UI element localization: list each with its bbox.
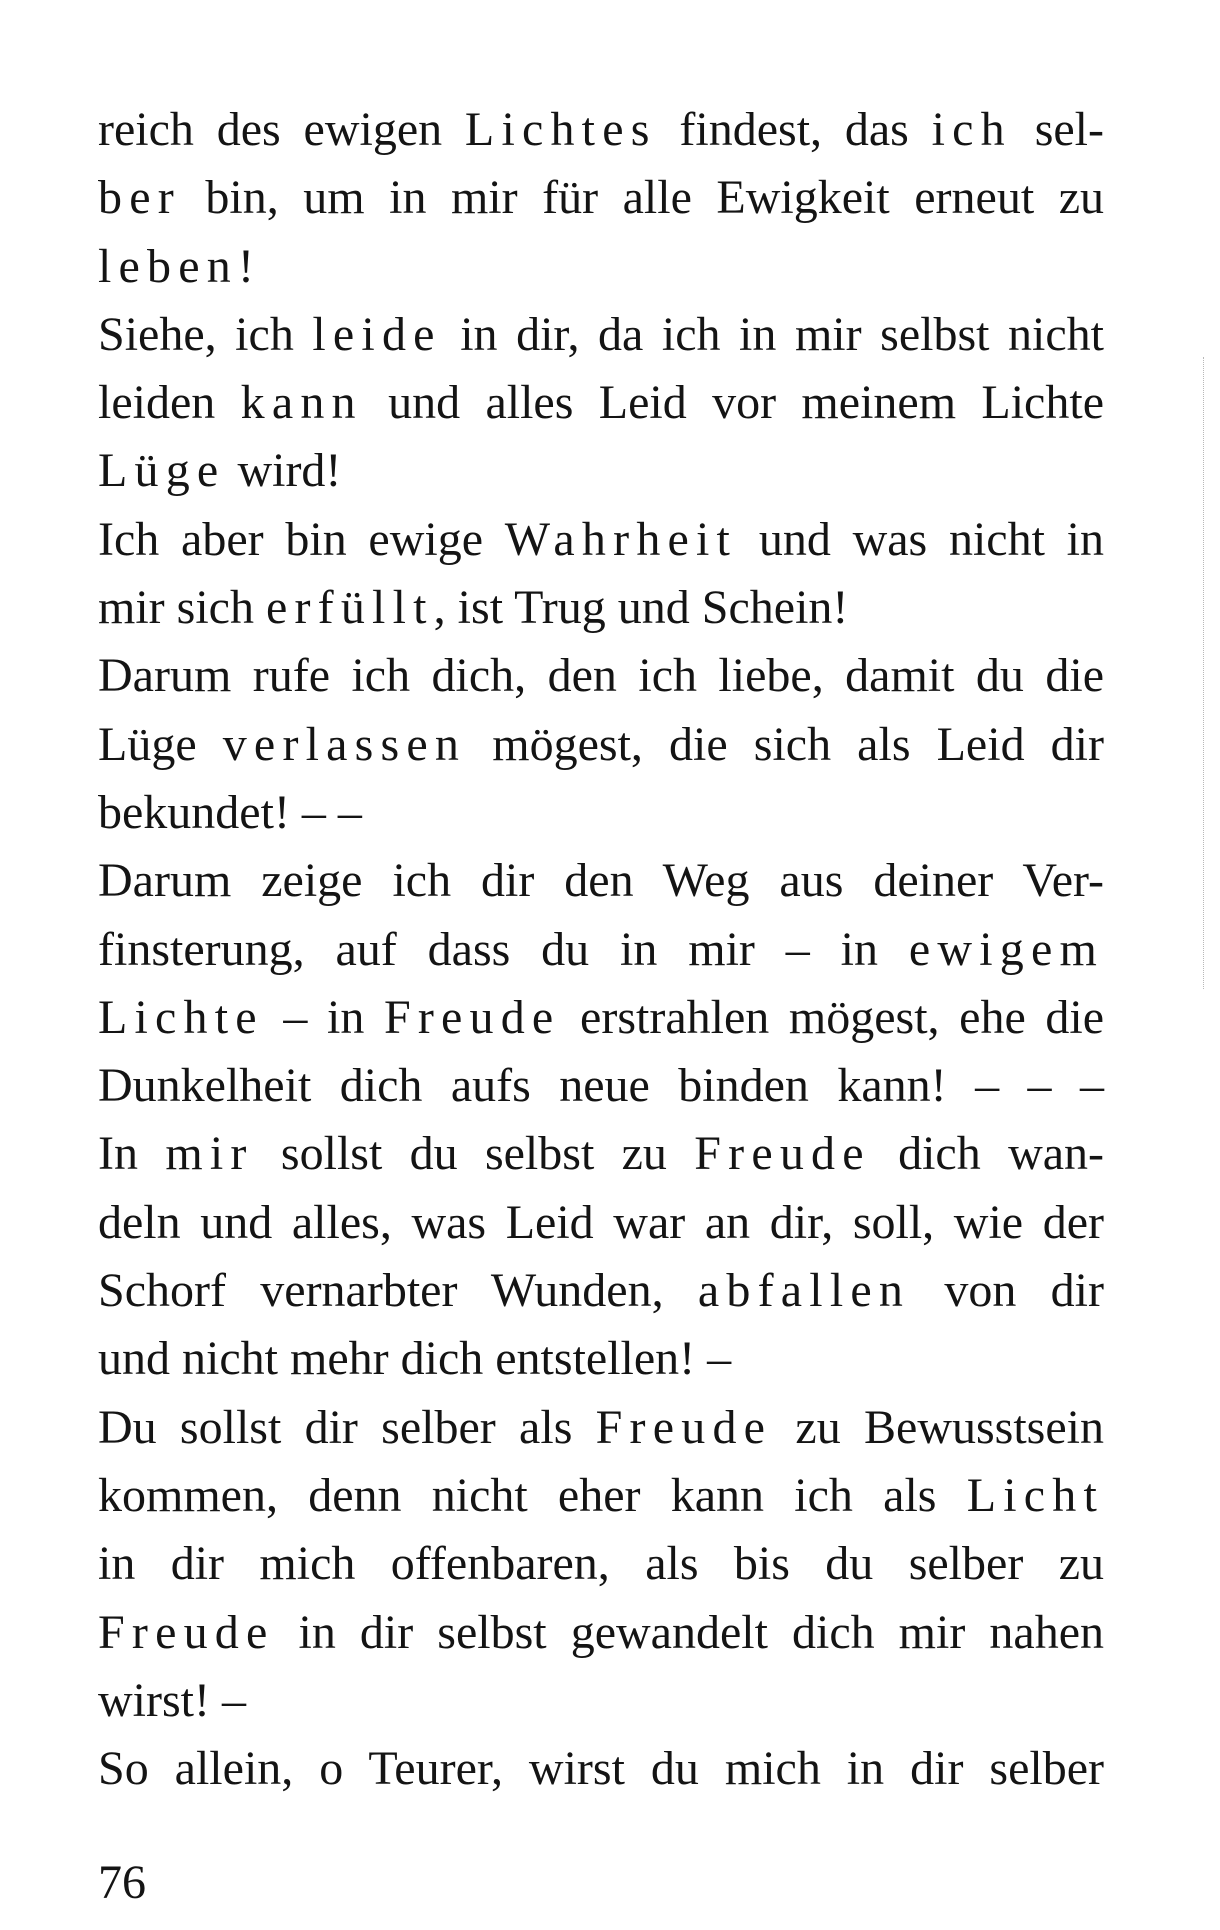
paragraph [98, 1735, 1104, 1803]
text-line [98, 1599, 1104, 1667]
paragraph [98, 96, 1104, 301]
text-segment: und nicht mehr dich entstellen! – [98, 1332, 732, 1386]
text-segment: dich wan- [870, 1127, 1105, 1181]
page-text [98, 96, 1104, 1803]
letterspaced-emphasis: Lichte [98, 990, 264, 1044]
text-segment: Schorf vernarbter Wunden, [98, 1264, 698, 1318]
scan-edge-mark [1203, 357, 1204, 989]
text-line [98, 1394, 1104, 1462]
text-segment: mögest, die sich als Leid dir [466, 717, 1105, 771]
text-segment: kommen, denn nicht eher kann ich als [98, 1468, 967, 1522]
text-line [98, 642, 1104, 710]
letterspaced-emphasis: Lüge [98, 444, 226, 498]
text-segment: finsterung, auf dass du in mir – in [98, 922, 909, 976]
page-number: 76 [98, 1856, 146, 1909]
text-segment: bin, um in mir für alle Ewigkeit erneut zu [180, 171, 1104, 225]
text-segment: sel- [1011, 103, 1104, 156]
paragraph [98, 1394, 1104, 1735]
text-segment: in dir mich offenbaren, als bis du selber zu [98, 1537, 1104, 1591]
text-line [98, 779, 1104, 847]
text-segment: – in [263, 990, 384, 1044]
paragraph [98, 506, 1104, 643]
letterspaced-emphasis: ber [98, 171, 181, 225]
letterspaced-emphasis: leben! [98, 239, 262, 293]
paragraph [98, 847, 1104, 1120]
letterspaced-emphasis: Wahrheit [504, 512, 738, 566]
letterspaced-emphasis: abfallen [697, 1264, 911, 1318]
text-segment: wird! [225, 444, 342, 498]
text-line [98, 369, 1104, 437]
text-line [98, 301, 1104, 369]
text-segment: Darum zeige ich dir den Weg aus deiner Ver- [98, 854, 1104, 908]
text-segment: in dir, da ich in mir selbst nicht [441, 307, 1105, 361]
text-segment: Du sollst dir selber als [98, 1400, 596, 1454]
paragraph [98, 642, 1104, 847]
text-segment: erstrahlen mögest, ehe die [560, 990, 1104, 1044]
letterspaced-emphasis: ewigem [908, 922, 1104, 976]
letterspaced-emphasis: Licht [966, 1468, 1104, 1522]
paragraph [98, 1120, 1104, 1393]
letterspaced-emphasis: Freude [98, 1605, 275, 1659]
letterspaced-emphasis: erfüllt [265, 581, 434, 635]
text-segment: Siehe, ich [98, 307, 313, 361]
text-segment: sollst du selbst zu [253, 1127, 695, 1181]
text-line [98, 1462, 1104, 1530]
text-segment: So allein, o Teurer, wirst du mich in dir selber [98, 1742, 1104, 1796]
text-line [98, 1530, 1104, 1598]
text-segment: Lüge [98, 717, 223, 771]
text-line [98, 1052, 1104, 1120]
paragraph [98, 301, 1104, 506]
text-line [98, 1325, 1104, 1393]
text-segment: Dunkelheit dich aufs neue binden kann! – – – [98, 1059, 1104, 1113]
letterspaced-emphasis: ich [931, 103, 1012, 156]
text-line [98, 711, 1104, 779]
text-segment: zu Bewusstsein [772, 1400, 1105, 1454]
text-line [98, 1189, 1104, 1257]
text-segment: und was nicht in [737, 512, 1104, 566]
text-line [98, 847, 1104, 915]
text-line [98, 1667, 1104, 1735]
text-segment: , ist Trug und Schein! [433, 581, 849, 635]
text-line [98, 574, 1104, 642]
text-segment: reich des ewigen [98, 103, 465, 156]
text-segment: Ich aber bin ewige [98, 512, 505, 566]
text-segment: deln und alles, was Leid war an dir, soll, wie der [98, 1195, 1104, 1249]
text-segment: bekundet! – – [98, 785, 362, 839]
text-segment: und alles Leid vor meinem Lichte [362, 376, 1105, 430]
text-line [98, 984, 1104, 1052]
text-line [98, 233, 1104, 301]
text-line [98, 96, 1104, 164]
letterspaced-emphasis: mir [165, 1127, 254, 1181]
letterspaced-emphasis: leide [312, 307, 442, 361]
text-segment: in dir selbst gewandelt dich mir nahen [274, 1605, 1104, 1659]
letterspaced-emphasis: Freude [383, 990, 561, 1044]
text-line [98, 164, 1104, 232]
text-segment: Darum rufe ich dich, den ich liebe, damit du die [98, 649, 1104, 703]
text-segment: In [98, 1127, 166, 1181]
letterspaced-emphasis: verlassen [222, 717, 467, 771]
letterspaced-emphasis: kann [240, 376, 363, 430]
letterspaced-emphasis: Freude [694, 1127, 871, 1181]
text-line [98, 1120, 1104, 1188]
text-line [98, 916, 1104, 984]
text-segment: leiden [98, 376, 241, 430]
letterspaced-emphasis: Freude [595, 1400, 773, 1454]
text-segment: findest, das [656, 103, 932, 156]
text-segment: wirst! – [98, 1673, 246, 1727]
text-line [98, 506, 1104, 574]
text-line [98, 1735, 1104, 1803]
text-segment: von dir [910, 1264, 1104, 1318]
text-segment: mir sich [98, 581, 266, 635]
text-line [98, 437, 1104, 505]
letterspaced-emphasis: Lichtes [464, 103, 657, 156]
text-line [98, 1257, 1104, 1325]
